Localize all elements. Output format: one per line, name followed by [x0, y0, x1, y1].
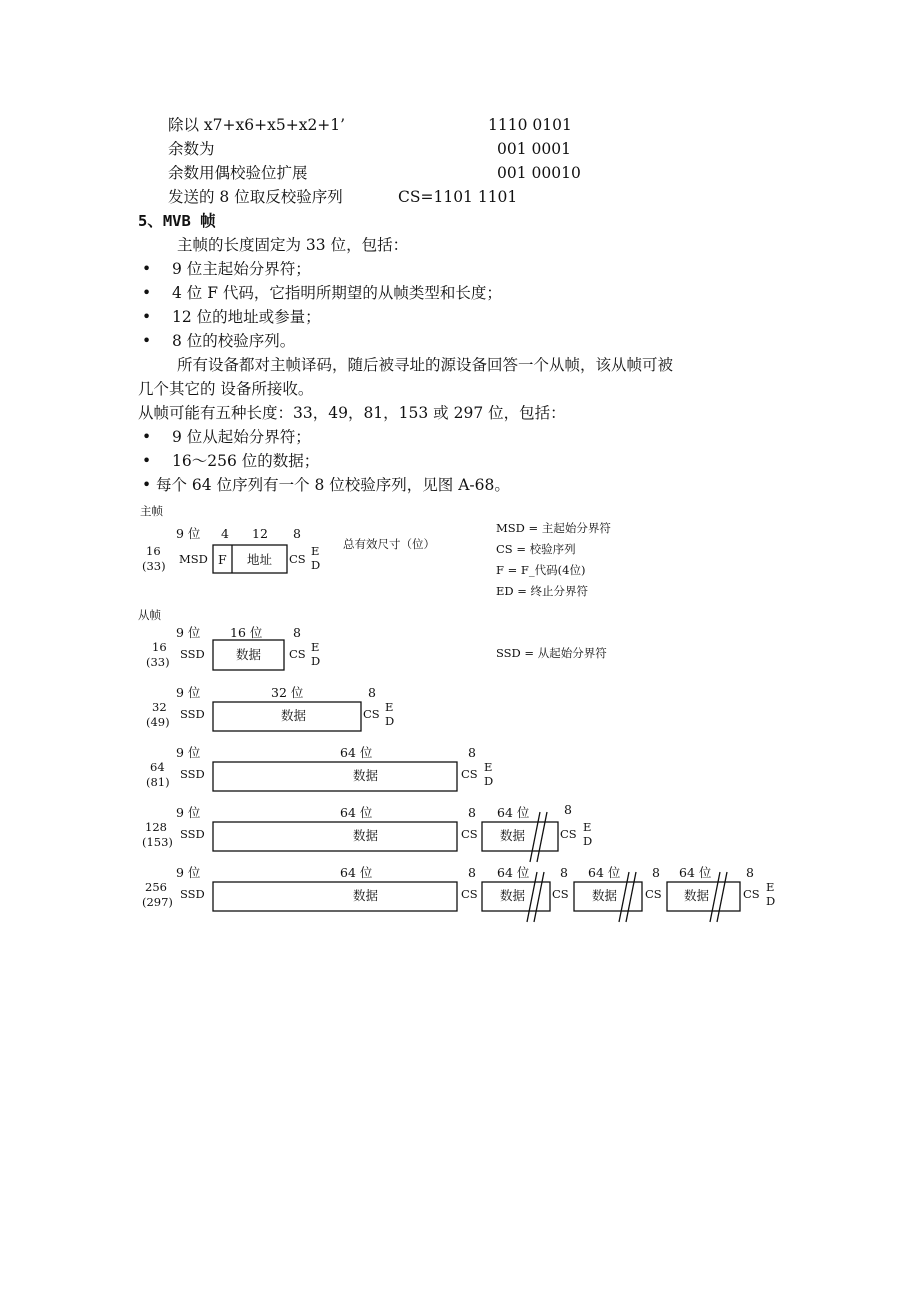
cs-label: CS: [461, 827, 478, 841]
ed-e: E: [311, 544, 320, 558]
remainder-line-value: 001 0001: [497, 140, 571, 158]
checksum-line-label: 发送的 8 位取反校验序列: [168, 188, 343, 206]
legend-f: F = F_代码(4位): [496, 563, 586, 577]
header-9: 9 位: [176, 526, 201, 541]
frame-size: 128: [145, 820, 167, 834]
frame-size: 16: [146, 544, 161, 558]
header-9: 9 位: [176, 685, 201, 700]
data-field: 数据: [500, 828, 526, 843]
parity-line-value: 001 00010: [497, 164, 581, 182]
header-9: 9 位: [176, 745, 201, 760]
bullet-item: 12 位的地址或参量；: [172, 308, 321, 326]
header-8: 8: [652, 865, 660, 880]
total-size-label: 总有效尺寸（位）: [343, 537, 435, 551]
ed-d: D: [385, 714, 395, 728]
frame-size: 256: [145, 880, 167, 894]
header-data: 64 位: [340, 745, 373, 760]
division-line-label: 除以 x7+x6+x5+x2+1’: [168, 116, 346, 134]
cs-label: CS: [560, 827, 577, 841]
cs-label: CS: [363, 707, 380, 721]
ed-d: D: [311, 558, 321, 572]
bullet-item: 8 位的校验序列。: [172, 332, 296, 350]
header-data: 64 位: [679, 865, 712, 880]
decode-paragraph-line1: 所有设备都对主帧译码，随后被寻址的源设备回答一个从帧，该从帧可被: [177, 356, 674, 374]
data-field: 数据: [353, 888, 379, 903]
header-9: 9 位: [176, 805, 201, 820]
frame-total: (33): [142, 559, 166, 573]
cs-label: CS: [289, 552, 306, 566]
bullet-item: 16～256 位的数据；: [172, 452, 320, 470]
parity-line-label: 余数用偶校验位扩展: [168, 164, 308, 182]
header-12: 12: [252, 526, 268, 541]
cs-label: CS: [289, 647, 306, 661]
data-field: 数据: [281, 708, 307, 723]
ssd-label: SSD: [180, 707, 205, 721]
frame-total: (49): [146, 715, 170, 729]
frame-size: 16: [152, 640, 167, 654]
data-field: 数据: [353, 768, 379, 783]
address-field: 地址: [247, 552, 273, 567]
data-field: 数据: [353, 828, 379, 843]
decode-paragraph-line2: 几个其它的 设备所接收。: [138, 380, 314, 398]
header-8: 8: [564, 802, 572, 817]
ed-e: E: [766, 880, 775, 894]
header-8: 8: [293, 625, 301, 640]
data-box: [213, 882, 457, 911]
cs-label: CS: [552, 887, 569, 901]
bullet-marker: •: [142, 284, 152, 302]
ssd-label: SSD: [180, 767, 205, 781]
slave-frame-title: 从帧: [138, 608, 161, 622]
cs-label: CS: [461, 887, 478, 901]
header-8: 8: [468, 865, 476, 880]
ssd-label: SSD: [180, 827, 205, 841]
header-8: 8: [560, 865, 568, 880]
ed-d: D: [484, 774, 494, 788]
bullet-item: 每个 64 位序列有一个 8 位校验序列，见图 A-68。: [156, 476, 510, 494]
ed-e: E: [311, 640, 320, 654]
bullet-item: 4 位 F 代码，它指明所期望的从帧类型和长度；: [172, 284, 502, 302]
header-9: 9 位: [176, 865, 201, 880]
frame-total: (33): [146, 655, 170, 669]
data-field: 数据: [592, 888, 618, 903]
ssd-label: SSD: [180, 647, 205, 661]
header-data: 64 位: [340, 865, 373, 880]
legend-msd: MSD = 主起始分界符: [496, 521, 611, 535]
msd-label: MSD: [179, 552, 208, 566]
header-4: 4: [221, 526, 229, 541]
header-8: 8: [368, 685, 376, 700]
header-data: 64 位: [588, 865, 621, 880]
bullet-marker: •: [142, 428, 152, 446]
cs-label: CS: [743, 887, 760, 901]
bullet-item: 9 位从起始分界符；: [172, 428, 311, 446]
master-frame-title: 主帧: [140, 504, 163, 518]
ed-d: D: [766, 894, 776, 908]
header-8: 8: [293, 526, 301, 541]
bullet-item: 9 位主起始分界符；: [172, 260, 311, 278]
data-box: [213, 822, 457, 851]
bullet-marker: •: [142, 332, 152, 350]
data-field: 数据: [500, 888, 526, 903]
f-code-field: F: [218, 552, 227, 567]
header-data: 64 位: [497, 865, 530, 880]
frame-total: (81): [146, 775, 170, 789]
remainder-line-label: 余数为: [168, 140, 215, 158]
cs-label: CS: [645, 887, 662, 901]
cs-label: CS: [461, 767, 478, 781]
legend-ed: ED = 终止分界符: [496, 584, 589, 598]
master-frame-paragraph: 主帧的长度固定为 33 位，包括：: [177, 236, 409, 254]
bullet-marker: •: [142, 476, 152, 494]
legend-ssd: SSD = 从起始分界符: [496, 646, 607, 660]
data-box: [213, 762, 457, 791]
header-8: 8: [746, 865, 754, 880]
data-field: 数据: [684, 888, 710, 903]
checksum-line-value: CS=1101 1101: [398, 188, 518, 206]
header-data: 64 位: [497, 805, 530, 820]
ed-e: E: [484, 760, 493, 774]
header-data: 64 位: [340, 805, 373, 820]
ed-d: D: [583, 834, 593, 848]
data-field: 数据: [236, 647, 262, 662]
legend-cs: CS = 校验序列: [496, 542, 576, 556]
ed-e: E: [583, 820, 592, 834]
ed-e: E: [385, 700, 394, 714]
frame-total: (153): [142, 835, 173, 849]
slave-frame-paragraph: 从帧可能有五种长度：33，49，81，153 或 297 位，包括：: [138, 404, 566, 422]
header-9: 9 位: [176, 625, 201, 640]
ed-d: D: [311, 654, 321, 668]
division-line-value: 1110 0101: [488, 116, 572, 134]
section-heading: 5、MVB 帧: [138, 212, 216, 230]
frame-total: (297): [142, 895, 173, 909]
bullet-marker: •: [142, 308, 152, 326]
bullet-marker: •: [142, 452, 152, 470]
ssd-label: SSD: [180, 887, 205, 901]
frame-size: 32: [152, 700, 167, 714]
header-8: 8: [468, 745, 476, 760]
frame-size: 64: [150, 760, 165, 774]
header-data: 32 位: [271, 685, 304, 700]
bullet-marker: •: [142, 260, 152, 278]
header-data: 16 位: [230, 625, 263, 640]
header-8: 8: [468, 805, 476, 820]
